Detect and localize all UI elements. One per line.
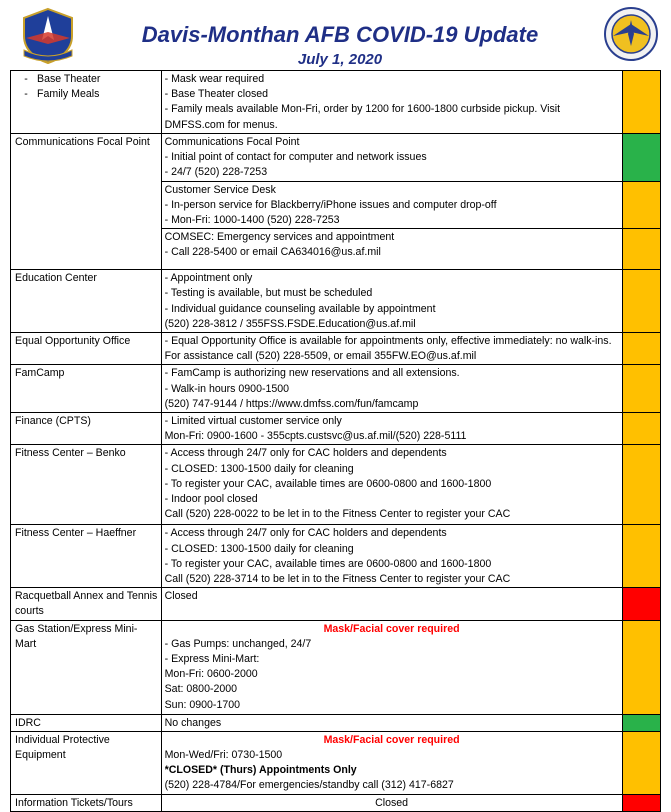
facility-name: Fitness Center – Haeffner bbox=[15, 527, 137, 540]
facility-name: Individual Protective Equipment bbox=[15, 733, 110, 762]
page-date: July 1, 2020 bbox=[297, 51, 383, 68]
mask-notice: Mask/Facial cover required bbox=[323, 622, 460, 635]
details-cell bbox=[161, 413, 622, 445]
status-indicator bbox=[622, 134, 660, 182]
table-row bbox=[11, 794, 661, 811]
detail-line: - In-person service for Blackberry/iPhone issues and computer drop-off bbox=[164, 198, 497, 211]
detail-line: - Testing is available, but must be scheduled bbox=[164, 287, 373, 300]
facility-name: Gas Station/Express Mini-Mart bbox=[15, 622, 138, 650]
detail-line: - Gas Pumps: unchanged, 24/7 bbox=[164, 637, 312, 650]
detail-line: - Individual guidance counseling available by appointment bbox=[164, 302, 436, 315]
details-cell bbox=[161, 588, 622, 620]
status-indicator bbox=[622, 794, 660, 811]
details-cell bbox=[161, 445, 622, 525]
status-indicator bbox=[622, 445, 660, 525]
detail-line: - To register your CAC, available times are 0600-0800 and 1600-1800 bbox=[164, 477, 492, 490]
detail-line: - Equal Opportunity Office is available for appointments only, effective immediately: no walk-ins. For assistance call (520) 228-5509, or email 355FW.EO@us.af.mil bbox=[164, 335, 612, 363]
table-row bbox=[11, 71, 661, 134]
page-header bbox=[0, 0, 671, 70]
table-row bbox=[11, 333, 661, 365]
detail-line: - Mask wear required bbox=[164, 73, 265, 85]
page-title: Davis-Monthan AFB COVID-19 Update bbox=[141, 22, 539, 47]
status-indicator bbox=[622, 229, 660, 270]
facility-name: Communications Focal Point bbox=[15, 136, 150, 148]
detail-line: - Walk-in hours 0900-1500 bbox=[164, 382, 290, 395]
status-indicator bbox=[622, 714, 660, 731]
detail-line: Closed bbox=[375, 796, 409, 809]
facility-name-cell bbox=[11, 620, 162, 714]
facility-name: Equal Opportunity Office bbox=[15, 335, 131, 348]
detail-line: Mon-Fri: 0900-1600 - 355cpts.custsvc@us.af.mil/(520) 228-5111 bbox=[164, 430, 467, 443]
detail-line: Sat: 0800-2000 bbox=[164, 683, 238, 696]
status-indicator bbox=[622, 588, 660, 620]
facility-name-cell bbox=[11, 445, 162, 525]
facility-name-cell bbox=[11, 270, 162, 333]
detail-line: (520) 228-4784/For emergencies/standby call (312) 417-6827 bbox=[164, 779, 454, 792]
detail-line: Sun: 0900-1700 bbox=[164, 698, 241, 711]
detail-line: - Mon-Fri: 1000-1400 (520) 228-7253 bbox=[164, 214, 340, 227]
table-row bbox=[11, 731, 661, 794]
detail-line: COMSEC: Emergency services and appointment bbox=[164, 231, 395, 244]
detail-line: - FamCamp is authorizing new reservations and all extensions. bbox=[164, 367, 460, 380]
facility-name: Finance (CPTS) bbox=[15, 415, 91, 428]
detail-line: - Call 228-5400 or email CA634016@us.af.mil bbox=[164, 246, 381, 259]
facility-name: Base Theater bbox=[37, 73, 101, 85]
status-indicator bbox=[622, 413, 660, 445]
facility-name-cell bbox=[11, 714, 162, 731]
detail-line: - Indoor pool closed bbox=[164, 493, 258, 506]
details-cell bbox=[161, 134, 622, 182]
table-row bbox=[11, 365, 661, 413]
detail-line: Call (520) 228-3714 to be let in to the Fitness Center to register your CAC bbox=[164, 573, 511, 586]
detail-line: - 24/7 (520) 228-7253 bbox=[164, 166, 268, 179]
facility-name-cell: - Base Theater - Family Meals bbox=[11, 71, 162, 134]
facility-name-cell bbox=[11, 794, 162, 811]
detail-line: Mon-Fri: 0600-2000 bbox=[164, 668, 258, 681]
facility-name: FamCamp bbox=[15, 367, 65, 380]
detail-line: Communications Focal Point bbox=[164, 136, 300, 148]
table-row bbox=[11, 525, 661, 588]
status-indicator bbox=[622, 333, 660, 365]
details-cell bbox=[161, 229, 622, 270]
status-indicator bbox=[622, 270, 660, 333]
detail-line: - Base Theater closed bbox=[164, 88, 269, 101]
detail-line: *CLOSED* (Thurs) Appointments Only bbox=[164, 764, 357, 777]
table-row bbox=[11, 413, 661, 445]
status-indicator bbox=[622, 71, 660, 134]
table-row bbox=[11, 445, 661, 525]
detail-line: Call (520) 228-0022 to be let in to the Fitness Center to register your CAC bbox=[164, 508, 511, 521]
table-row bbox=[11, 588, 661, 620]
facility-name-cell bbox=[11, 333, 162, 365]
table-row bbox=[11, 270, 661, 333]
details-cell bbox=[161, 181, 622, 229]
detail-line: - Express Mini-Mart: bbox=[164, 653, 260, 666]
detail-line: Customer Service Desk bbox=[164, 183, 276, 196]
detail-line: - Appointment only bbox=[164, 272, 253, 285]
facility-name-cell bbox=[11, 588, 162, 620]
status-indicator bbox=[622, 525, 660, 588]
table-row bbox=[11, 620, 661, 714]
table-row bbox=[11, 134, 661, 182]
air-combat-command-emblem-icon bbox=[18, 6, 78, 66]
facility-name: Family Meals bbox=[37, 88, 100, 101]
facility-name-cell bbox=[11, 525, 162, 588]
detail-line: - CLOSED: 1300-1500 daily for cleaning bbox=[164, 542, 354, 555]
details-cell bbox=[161, 333, 622, 365]
status-indicator bbox=[622, 620, 660, 714]
detail-line: (520) 228-3812 / 355FSS.FSDE.Education@us.af.mil bbox=[164, 317, 416, 330]
status-table bbox=[10, 70, 661, 812]
detail-line: Mon-Wed/Fri: 0730-1500 bbox=[164, 749, 283, 762]
details-cell bbox=[161, 620, 622, 714]
detail-line: Closed bbox=[164, 590, 198, 603]
facility-name: IDRC bbox=[15, 716, 41, 729]
mask-notice: Mask/Facial cover required bbox=[323, 733, 460, 746]
facility-name-cell bbox=[11, 134, 162, 270]
details-cell bbox=[161, 714, 622, 731]
facility-name-cell bbox=[11, 365, 162, 413]
facility-name: Racquetball Annex and Tennis courts bbox=[15, 590, 158, 618]
detail-line: - Access through 24/7 only for CAC holders and dependents bbox=[164, 447, 447, 460]
detail-line: - To register your CAC, available times are 0600-0800 and 1600-1800 bbox=[164, 557, 492, 570]
details-cell bbox=[161, 731, 622, 794]
detail-line: - CLOSED: 1300-1500 daily for cleaning bbox=[164, 462, 354, 475]
facility-name-cell bbox=[11, 731, 162, 794]
status-indicator bbox=[622, 731, 660, 794]
detail-line: - Family meals available Mon-Fri, order by 1200 for 1600-1800 curbside pickup. Visit DMFSS.com for menus. bbox=[164, 103, 561, 131]
details-cell bbox=[161, 71, 622, 134]
table-row bbox=[11, 714, 661, 731]
facility-name-cell bbox=[11, 413, 162, 445]
status-indicator bbox=[622, 181, 660, 229]
facility-name: Education Center bbox=[15, 272, 97, 285]
detail-line: No changes bbox=[164, 716, 222, 729]
detail-line: (520) 747-9144 / https://www.dmfss.com/fun/famcamp bbox=[164, 397, 419, 410]
detail-line: - Access through 24/7 only for CAC holders and dependents bbox=[164, 527, 447, 540]
detail-line: - Initial point of contact for computer and network issues bbox=[164, 151, 427, 164]
details-cell bbox=[161, 365, 622, 413]
details-cell bbox=[161, 525, 622, 588]
details-cell bbox=[161, 270, 622, 333]
wing-emblem-icon bbox=[603, 6, 659, 62]
facility-name: Information Tickets/Tours bbox=[15, 796, 133, 809]
status-indicator bbox=[622, 365, 660, 413]
detail-line: - Limited virtual customer service only bbox=[164, 415, 342, 428]
details-cell bbox=[161, 794, 622, 811]
facility-name: Fitness Center – Benko bbox=[15, 447, 126, 460]
